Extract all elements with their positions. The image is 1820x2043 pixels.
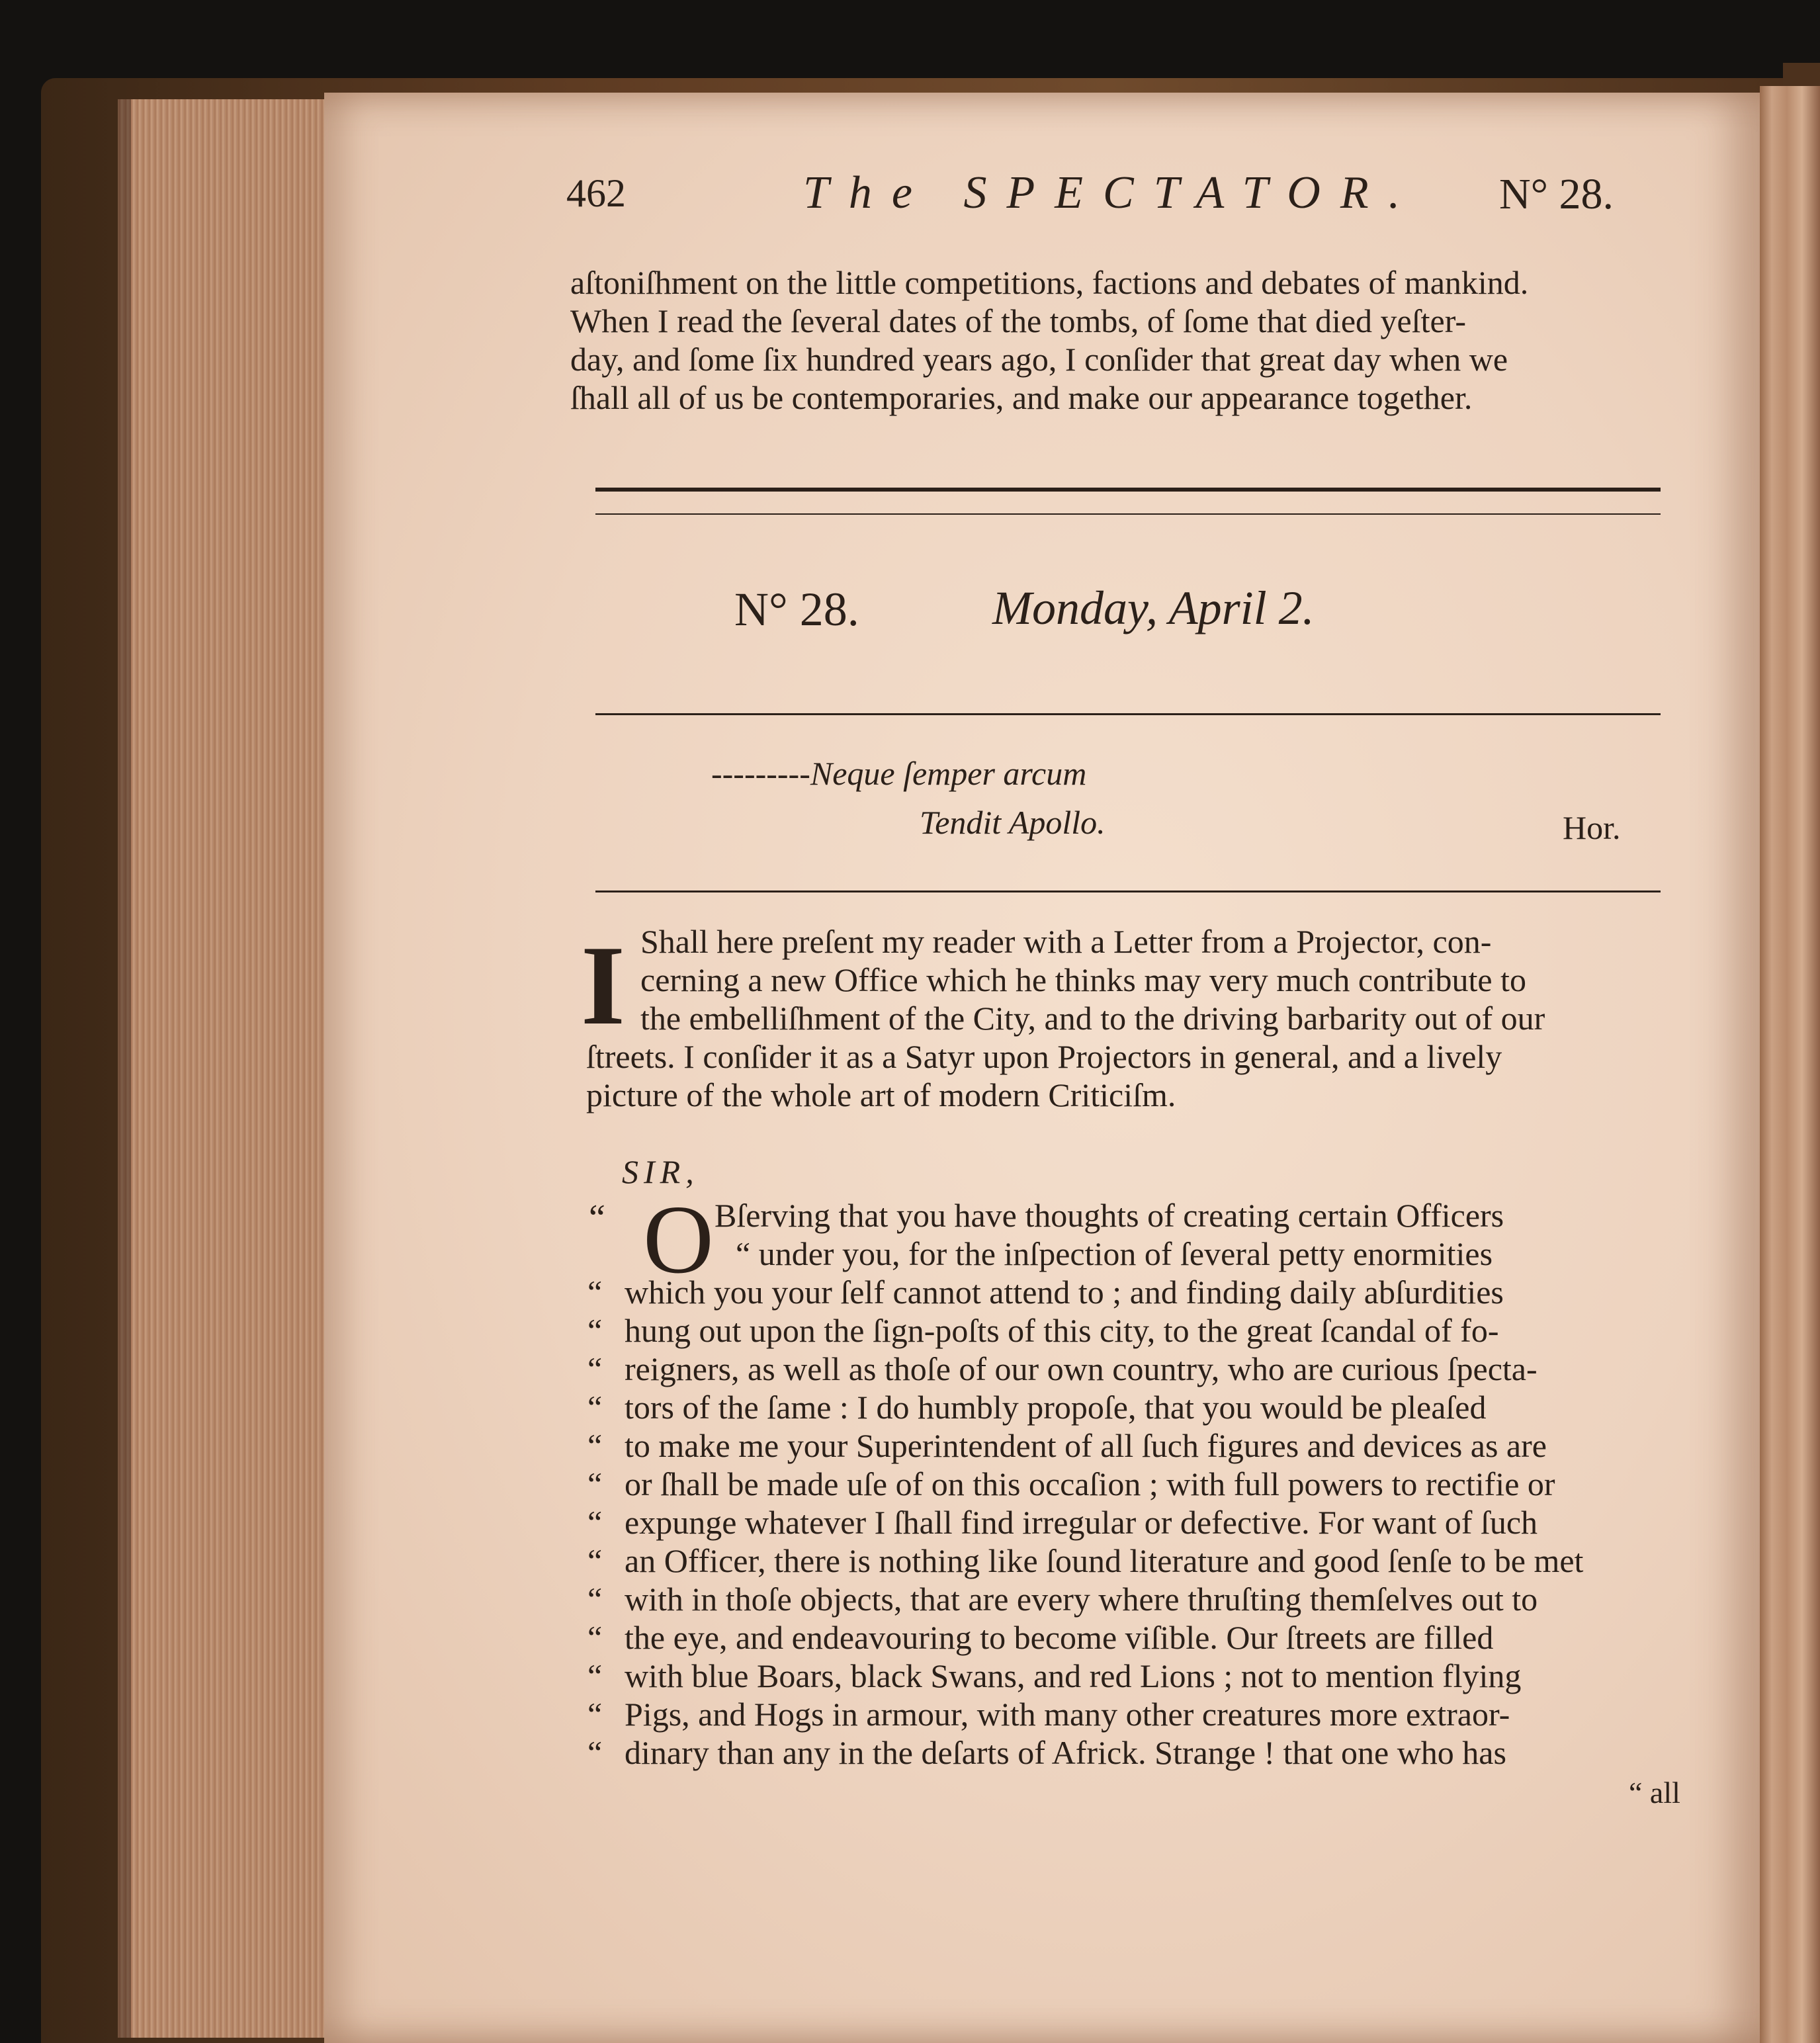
quote-mark: “: [587, 1581, 603, 1618]
page-block-shadow: [118, 99, 131, 2038]
double-rule-thick: [595, 488, 1661, 492]
text-line: “ to make me your Superintendent of all ſuch figures and devices as are: [587, 1427, 1547, 1464]
text-line: “ or ſhall be made uſe of on this occaſion ; with full powers to rectifie or: [587, 1465, 1555, 1502]
text-line: “ reigners, as well as thoſe of our own country, who are curious ſpecta-: [587, 1350, 1538, 1387]
quote-mark: “: [587, 1312, 603, 1349]
text-line: aſtoniſhment on the little competitions, factions and debates of mankind.: [570, 264, 1529, 301]
double-rule-thin: [595, 513, 1661, 515]
quote-mark: “: [587, 1619, 603, 1656]
quote-mark: “: [587, 1465, 603, 1502]
text-line: “ Pigs, and Hogs in armour, with many other creatures more extraor-: [587, 1696, 1510, 1733]
text-line: day, and ſome ſix hundred years ago, I conſider that great day when we: [570, 341, 1508, 378]
drop-cap-o: O: [643, 1186, 714, 1294]
issue-number: N° 28.: [734, 583, 859, 636]
text-line: picture of the whole art of modern Criticiſm.: [586, 1076, 1176, 1113]
quote-mark: “: [587, 1274, 603, 1311]
quote-mark: “: [587, 1389, 603, 1426]
text-line: the embelliſhment of the City, and to the driving barbarity out of our: [640, 1000, 1545, 1037]
running-issue-ref: N° 28.: [1499, 170, 1614, 218]
text-line: “ dinary than any in the deſarts of Africk. Strange ! that one who has: [587, 1734, 1506, 1771]
text-line: Shall here preſent my reader with a Letter from a Projector, con-: [640, 923, 1492, 960]
motto-rule: [595, 891, 1661, 892]
page-block-edges: [118, 99, 353, 2038]
text-line: Bſerving that you have thoughts of creating certain Officers: [715, 1197, 1504, 1234]
motto-line-2: Tendit Apollo.: [920, 804, 1105, 841]
text-line: cerning a new Office which he thinks may very much contribute to: [640, 961, 1526, 998]
quote-mark: “: [587, 1504, 603, 1541]
quote-mark: “: [587, 1542, 603, 1579]
quote-mark: “: [587, 1734, 603, 1771]
text-line: “ which you your ſelf cannot attend to ; and finding daily abſurdities: [587, 1274, 1504, 1311]
text-line: “ tors of the ſame : I do humbly propoſe, that you would be pleaſed: [587, 1389, 1487, 1426]
text-line: When I read the ſeveral dates of the tombs, of ſome that died yeſter-: [570, 302, 1467, 339]
text-line: “ an Officer, there is nothing like ſound literature and good ſenſe to be met: [587, 1542, 1584, 1579]
facing-page-edge: [1760, 86, 1820, 2043]
running-title: The SPECTATOR.: [803, 167, 1420, 218]
text-line: ſhall all of us be contemporaries, and make our appearance together.: [570, 379, 1473, 416]
opening-quote-mark: “: [589, 1197, 605, 1239]
quote-mark: “: [587, 1657, 603, 1694]
text-line: “ with in thoſe objects, that are every where thruſting themſelves out to: [587, 1581, 1538, 1618]
right-cover-corner: [1783, 63, 1820, 89]
letter-salutation: SIR,: [622, 1153, 699, 1190]
text-line: “ under you, for the inſpection of ſeveral petty enormities: [736, 1235, 1493, 1272]
catchword: “ all: [1629, 1776, 1680, 1809]
motto-line-1: ---------Neque ſemper arcum: [711, 755, 1087, 792]
quote-mark: “: [587, 1350, 603, 1387]
motto-attribution: Hor.: [1563, 809, 1621, 846]
quote-mark: “: [587, 1427, 603, 1464]
text-line: ſtreets. I conſider it as a Satyr upon Projectors in general, and a lively: [586, 1038, 1502, 1075]
text-line: “ expunge whatever I ſhall find irregular or defective. For want of ſuch: [587, 1504, 1538, 1541]
heading-rule: [595, 713, 1661, 715]
quote-mark: “: [587, 1696, 603, 1733]
issue-date: Monday, April 2.: [992, 582, 1315, 634]
drop-cap-i: I: [581, 923, 625, 1049]
text-line: “ the eye, and endeavouring to become viſible. Our ſtreets are filled: [587, 1619, 1494, 1656]
text-line: “ with blue Boars, black Swans, and red Lions ; not to mention flying: [587, 1657, 1522, 1694]
page-number: 462: [566, 171, 626, 215]
text-line: “ hung out upon the ſign-poſts of this city, to the great ſcandal of fo-: [587, 1312, 1499, 1349]
